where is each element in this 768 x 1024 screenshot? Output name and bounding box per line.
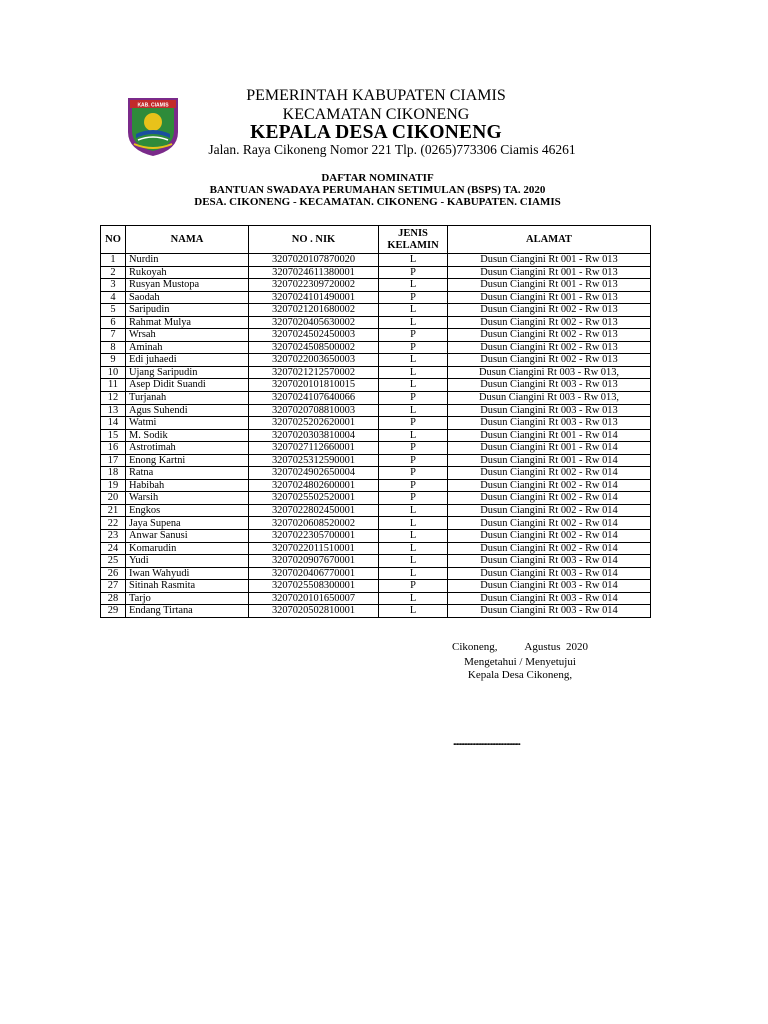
cell-nama: Watmi [126, 417, 249, 430]
cell-jenis-kelamin: L [379, 542, 448, 555]
cell-jenis-kelamin: L [379, 555, 448, 568]
cell-nik: 3207025312590001 [249, 454, 379, 467]
cell-no: 28 [101, 592, 126, 605]
table-row [101, 404, 651, 417]
cell-nama: Yudi [126, 555, 249, 568]
cell-alamat: Dusun Ciangini Rt 003 - Rw 013 [448, 404, 651, 417]
cell-jenis-kelamin: L [379, 254, 448, 267]
cell-jenis-kelamin: P [379, 291, 448, 304]
cell-no: 20 [101, 492, 126, 505]
table-row [101, 592, 651, 605]
cell-nik: 3207020708810003 [249, 404, 379, 417]
cell-alamat: Dusun Ciangini Rt 003 - Rw 014 [448, 592, 651, 605]
signature-approval: Mengetahui / Menyetujui [464, 656, 576, 668]
cell-jenis-kelamin: L [379, 316, 448, 329]
cell-alamat: Dusun Ciangini Rt 001 - Rw 014 [448, 442, 651, 455]
cell-no: 17 [101, 454, 126, 467]
cell-jenis-kelamin: L [379, 605, 448, 618]
table-row [101, 341, 651, 354]
cell-nik: 3207022309720002 [249, 279, 379, 292]
cell-no: 18 [101, 467, 126, 480]
table-header-row [101, 226, 651, 254]
cell-nik: 3207022305700001 [249, 530, 379, 543]
table-row [101, 279, 651, 292]
cell-jenis-kelamin: L [379, 592, 448, 605]
cell-alamat: Dusun Ciangini Rt 002 - Rw 014 [448, 517, 651, 530]
table-row [101, 454, 651, 467]
cell-nik: 3207020101650007 [249, 592, 379, 605]
cell-nama: Aminah [126, 341, 249, 354]
cell-alamat: Dusun Ciangini Rt 001 - Rw 014 [448, 454, 651, 467]
cell-nik: 3207022011510001 [249, 542, 379, 555]
signature-role: Kepala Desa Cikoneng, [467, 669, 573, 681]
cell-nama: Astrotimah [126, 442, 249, 455]
cell-alamat: Dusun Ciangini Rt 001 - Rw 013 [448, 254, 651, 267]
header-nama: NAMA [126, 226, 249, 254]
cell-nik: 3207024101490001 [249, 291, 379, 304]
office-address: Jalan. Raya Cikoneng Nomor 221 Tlp. (0265)773306 Ciamis 46261 [208, 142, 576, 157]
cell-nama: Rusyan Mustopa [126, 279, 249, 292]
cell-no: 1 [101, 254, 126, 267]
cell-nama: Rahmat Mulya [126, 316, 249, 329]
cell-nik: 3207025508300001 [249, 580, 379, 593]
cell-alamat: Dusun Ciangini Rt 002 - Rw 013 [448, 354, 651, 367]
cell-no: 8 [101, 341, 126, 354]
cell-nama: Saripudin [126, 304, 249, 317]
cell-jenis-kelamin: P [379, 341, 448, 354]
cell-no: 14 [101, 417, 126, 430]
table-row [101, 580, 651, 593]
cell-nik: 3207022802450001 [249, 504, 379, 517]
cell-nama: Enong Kartni [126, 454, 249, 467]
village-head-title: KEPALA DESA CIKONENG [250, 122, 502, 143]
cell-no: 19 [101, 479, 126, 492]
cell-no: 22 [101, 517, 126, 530]
cell-jenis-kelamin: P [379, 479, 448, 492]
cell-nama: Rukoyah [126, 266, 249, 279]
cell-jenis-kelamin: P [379, 417, 448, 430]
cell-nik: 3207020907670001 [249, 555, 379, 568]
cell-jenis-kelamin: L [379, 429, 448, 442]
cell-jenis-kelamin: L [379, 567, 448, 580]
cell-nik: 3207022003650003 [249, 354, 379, 367]
header-nik: NO . NIK [249, 226, 379, 254]
document-title: DAFTAR NOMINATIF [321, 172, 434, 184]
signature-place-date: Cikoneng, Agustus 2020 [452, 641, 588, 653]
cell-nik: 3207021201680002 [249, 304, 379, 317]
cell-alamat: Dusun Ciangini Rt 003 - Rw 014 [448, 605, 651, 618]
table-row [101, 379, 651, 392]
cell-no: 21 [101, 504, 126, 517]
table-row [101, 329, 651, 342]
cell-alamat: Dusun Ciangini Rt 002 - Rw 013 [448, 341, 651, 354]
table-row [101, 542, 651, 555]
cell-nik: 3207020502810001 [249, 605, 379, 618]
cell-nama: Komarudin [126, 542, 249, 555]
cell-no: 12 [101, 392, 126, 405]
cell-nik: 3207024508500002 [249, 341, 379, 354]
cell-no: 5 [101, 304, 126, 317]
cell-nama: Agus Suhendi [126, 404, 249, 417]
cell-nik: 3207025502520001 [249, 492, 379, 505]
cell-no: 24 [101, 542, 126, 555]
cell-jenis-kelamin: P [379, 580, 448, 593]
cell-nama: Warsih [126, 492, 249, 505]
cell-jenis-kelamin: P [379, 329, 448, 342]
cell-no: 15 [101, 429, 126, 442]
cell-nik: 3207024107640066 [249, 392, 379, 405]
cell-jenis-kelamin: L [379, 304, 448, 317]
cell-no: 10 [101, 366, 126, 379]
cell-nama: Saodah [126, 291, 249, 304]
table-row [101, 467, 651, 480]
cell-alamat: Dusun Ciangini Rt 002 - Rw 014 [448, 542, 651, 555]
table-row [101, 442, 651, 455]
signature-name-line: ........................................... [453, 736, 520, 748]
cell-jenis-kelamin: P [379, 492, 448, 505]
cell-no: 27 [101, 580, 126, 593]
cell-no: 23 [101, 530, 126, 543]
cell-jenis-kelamin: L [379, 404, 448, 417]
cell-jenis-kelamin: P [379, 467, 448, 480]
cell-jenis-kelamin: L [379, 354, 448, 367]
logo-banner-text: KAB. CIAMIS [137, 102, 169, 109]
cell-alamat: Dusun Ciangini Rt 003 - Rw 013 [448, 417, 651, 430]
cell-no: 7 [101, 329, 126, 342]
cell-alamat: Dusun Ciangini Rt 003 - Rw 014 [448, 567, 651, 580]
table-row [101, 417, 651, 430]
header-jenis-line1: JENIS [398, 227, 428, 239]
cell-nama: Anwar Sanusi [126, 530, 249, 543]
cell-nama: Asep Didit Suandi [126, 379, 249, 392]
cell-nama: Turjanah [126, 392, 249, 405]
cell-nama: Engkos [126, 504, 249, 517]
cell-nama: Nurdin [126, 254, 249, 267]
table-row [101, 492, 651, 505]
cell-jenis-kelamin: P [379, 392, 448, 405]
cell-no: 9 [101, 354, 126, 367]
cell-nik: 3207020608520002 [249, 517, 379, 530]
table-row [101, 366, 651, 379]
cell-nama: Iwan Wahyudi [126, 567, 249, 580]
cell-jenis-kelamin: L [379, 379, 448, 392]
cell-no: 29 [101, 605, 126, 618]
cell-no: 11 [101, 379, 126, 392]
table-row [101, 504, 651, 517]
cell-nama: Habibah [126, 479, 249, 492]
cell-jenis-kelamin: P [379, 266, 448, 279]
cell-nik: 3207027112660001 [249, 442, 379, 455]
cell-no: 26 [101, 567, 126, 580]
cell-nik: 3207020303810004 [249, 429, 379, 442]
cell-nama: Endang Tirtana [126, 605, 249, 618]
table-row [101, 530, 651, 543]
cell-alamat: Dusun Ciangini Rt 003 - Rw 014 [448, 555, 651, 568]
cell-nama: Edi juhaedi [126, 354, 249, 367]
cell-nik: 3207020107870020 [249, 254, 379, 267]
cell-nik: 3207024902650004 [249, 467, 379, 480]
table-row [101, 291, 651, 304]
cell-no: 25 [101, 555, 126, 568]
table-row [101, 429, 651, 442]
cell-nik: 3207024802600001 [249, 479, 379, 492]
header-no: NO [101, 226, 126, 254]
cell-no: 16 [101, 442, 126, 455]
cell-alamat: Dusun Ciangini Rt 002 - Rw 014 [448, 530, 651, 543]
cell-no: 2 [101, 266, 126, 279]
cell-nik: 3207021212570002 [249, 366, 379, 379]
ciamis-emblem-logo [124, 94, 182, 158]
program-title: BANTUAN SWADAYA PERUMAHAN SETIMULAN (BSPS) TA. 2020 [209, 184, 546, 196]
cell-alamat: Dusun Ciangini Rt 002 - Rw 014 [448, 492, 651, 505]
cell-nik: 3207020101810015 [249, 379, 379, 392]
cell-jenis-kelamin: L [379, 504, 448, 517]
header-jenis-kelamin [379, 226, 448, 254]
district-name: KECAMATAN CIKONENG [282, 106, 470, 123]
cell-alamat: Dusun Ciangini Rt 003 - Rw 013, [448, 392, 651, 405]
cell-jenis-kelamin: L [379, 279, 448, 292]
header-alamat: ALAMAT [448, 226, 651, 254]
table-row [101, 354, 651, 367]
cell-alamat: Dusun Ciangini Rt 001 - Rw 014 [448, 429, 651, 442]
table-row [101, 567, 651, 580]
cell-alamat: Dusun Ciangini Rt 002 - Rw 013 [448, 316, 651, 329]
cell-nama: Tarjo [126, 592, 249, 605]
cell-nik: 3207020405630002 [249, 316, 379, 329]
cell-alamat: Dusun Ciangini Rt 003 - Rw 013, [448, 366, 651, 379]
cell-nik: 3207024611380001 [249, 266, 379, 279]
cell-no: 3 [101, 279, 126, 292]
cell-nama: Wrsah [126, 329, 249, 342]
government-name: PEMERINTAH KABUPATEN CIAMIS [246, 87, 506, 104]
cell-nik: 3207020406770001 [249, 567, 379, 580]
cell-no: 4 [101, 291, 126, 304]
table-row [101, 392, 651, 405]
cell-nik: 3207024502450003 [249, 329, 379, 342]
cell-nama: Jaya Supena [126, 517, 249, 530]
table-row [101, 316, 651, 329]
cell-nama: M. Sodik [126, 429, 249, 442]
cell-jenis-kelamin: L [379, 517, 448, 530]
cell-jenis-kelamin: L [379, 530, 448, 543]
table-row [101, 266, 651, 279]
table-row [101, 517, 651, 530]
header-jenis-line2: KELAMIN [387, 239, 439, 251]
cell-alamat: Dusun Ciangini Rt 003 - Rw 013 [448, 379, 651, 392]
cell-jenis-kelamin: P [379, 454, 448, 467]
cell-jenis-kelamin: P [379, 442, 448, 455]
cell-alamat: Dusun Ciangini Rt 002 - Rw 013 [448, 304, 651, 317]
table-row [101, 254, 651, 267]
cell-alamat: Dusun Ciangini Rt 002 - Rw 014 [448, 504, 651, 517]
cell-alamat: Dusun Ciangini Rt 002 - Rw 013 [448, 329, 651, 342]
cell-no: 13 [101, 404, 126, 417]
cell-nik: 3207025202620001 [249, 417, 379, 430]
table-row [101, 479, 651, 492]
table-row [101, 605, 651, 618]
cell-nama: Sitinah Rasmita [126, 580, 249, 593]
location-title: DESA. CIKONENG - KECAMATAN. CIKONENG - KABUPATEN. CIAMIS [194, 196, 561, 208]
cell-alamat: Dusun Ciangini Rt 002 - Rw 014 [448, 467, 651, 480]
nominative-table [100, 225, 651, 618]
cell-nama: Ratna [126, 467, 249, 480]
cell-jenis-kelamin: L [379, 366, 448, 379]
cell-no: 6 [101, 316, 126, 329]
cell-alamat: Dusun Ciangini Rt 001 - Rw 013 [448, 279, 651, 292]
cell-alamat: Dusun Ciangini Rt 001 - Rw 013 [448, 291, 651, 304]
cell-nama: Ujang Saripudin [126, 366, 249, 379]
cell-alamat: Dusun Ciangini Rt 002 - Rw 014 [448, 479, 651, 492]
table-row [101, 555, 651, 568]
cell-alamat: Dusun Ciangini Rt 001 - Rw 013 [448, 266, 651, 279]
table-row [101, 304, 651, 317]
cell-alamat: Dusun Ciangini Rt 003 - Rw 014 [448, 580, 651, 593]
